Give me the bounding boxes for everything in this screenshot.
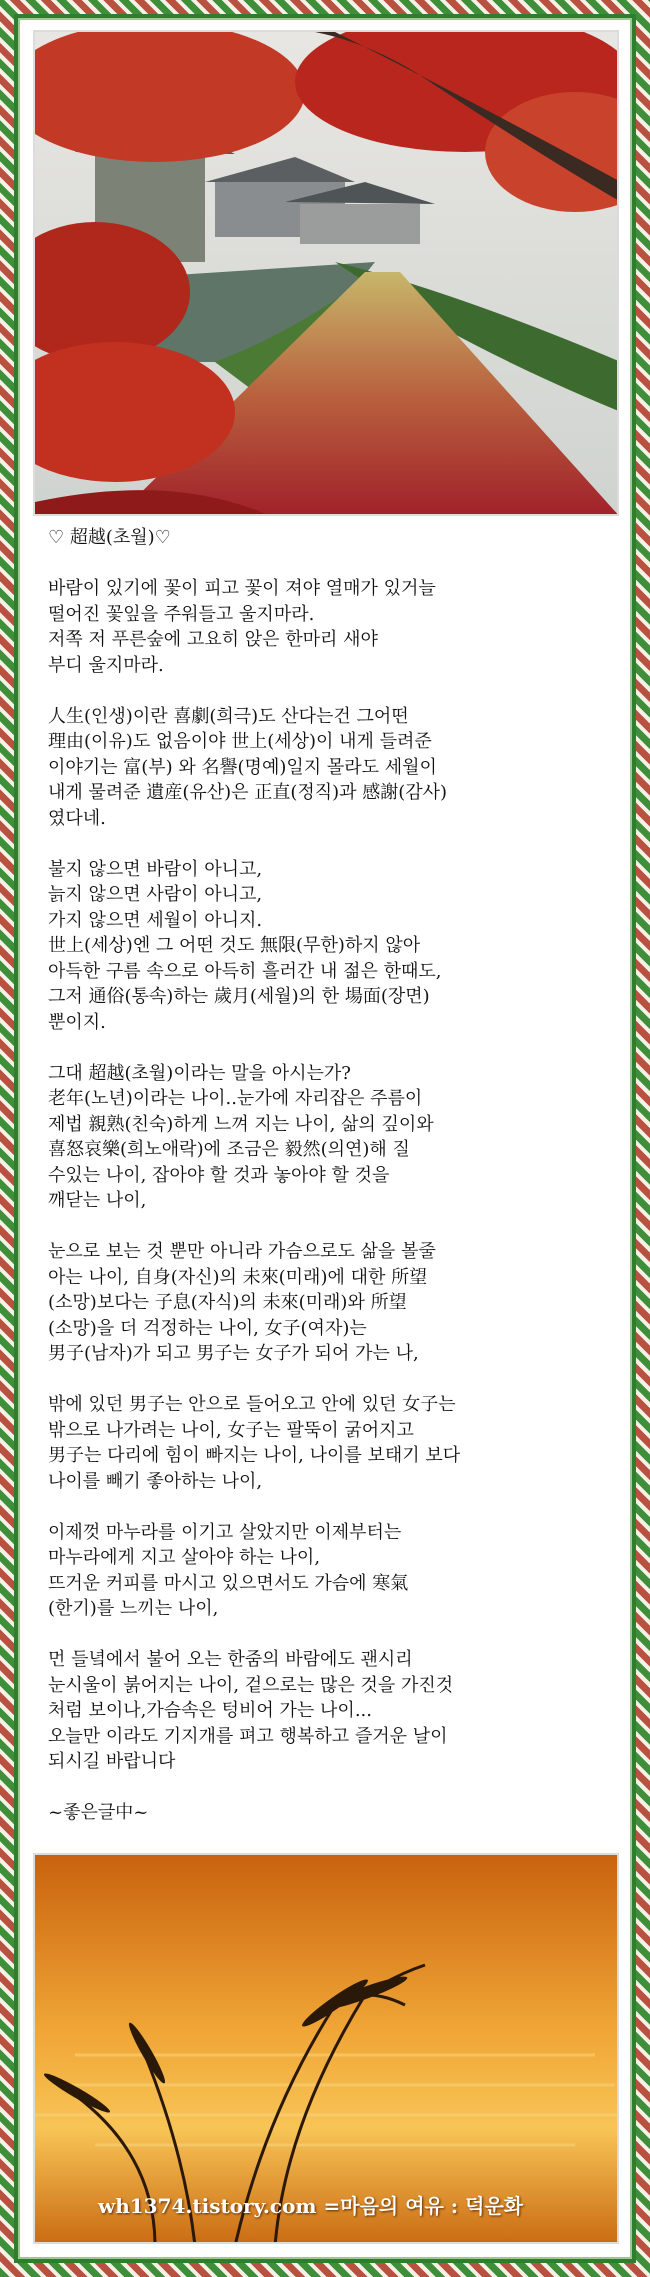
poem-line: (소망)을 더 걱정하는 나이, 女子(여자)는 <box>48 1317 367 1339</box>
poem-line: 밖에 있던 男子는 안으로 들어오고 안에 있던 女子는 <box>48 1394 456 1415</box>
poem-line: 喜怒哀樂(희노애락)에 조금은 毅然(의연)해 질 <box>48 1139 410 1160</box>
poem-line: 처럼 보이나,가슴속은 텅비어 가는 나이... <box>48 1700 372 1721</box>
poem-line: 먼 들녘에서 불어 오는 한줌의 바람에도 괜시리 <box>48 1649 413 1670</box>
poem-line: 수있는 나이, 잡아야 할 것과 놓아야 할 것을 <box>48 1164 390 1186</box>
poem-line: 뜨거운 커피를 마시고 있으면서도 가슴에 寒氣 <box>48 1572 409 1594</box>
poem-line: 이제껏 마누라를 이기고 살았지만 이제부터는 <box>48 1521 402 1543</box>
autumn-garden-photo <box>33 30 619 516</box>
poem-line: 이야기는 富(부) 와 名譽(명예)일지 몰라도 세월이 <box>48 756 437 778</box>
poem-line: ~좋은글中~ <box>48 1802 149 1823</box>
poem-stanza <box>48 1392 608 1494</box>
poem-line: 가지 않으면 세월이 아니지. <box>48 909 263 931</box>
poem-line: 나이를 빼기 좋아하는 나이, <box>48 1470 263 1492</box>
poem-line: 아는 나이, 自身(자신)의 未來(미래)에 대한 所望 <box>48 1266 428 1288</box>
poem-line: 世上(세상)엔 그 어떤 것도 無限(무한)하지 않아 <box>48 935 421 956</box>
poem-stanza <box>48 1239 608 1367</box>
poem-line: 마누라에게 지고 살아야 하는 나이, <box>48 1547 321 1568</box>
poem-line: 男子는 다리에 힘이 빠지는 나이, 나이를 보태기 보다 <box>48 1445 461 1466</box>
poem-line: 人生(인생)이란 喜劇(희극)도 산다는건 그어떤 <box>48 705 409 727</box>
poem-line: 理由(이유)도 없음이야 世上(세상)이 내게 들려준 <box>48 731 432 752</box>
poem-stanza <box>48 1061 608 1214</box>
poem-line: 불지 않으면 바람이 아니고, <box>48 858 263 880</box>
poem-line: (소망)보다는 子息(자식)의 未來(미래)와 所望 <box>48 1292 407 1313</box>
poem-line: 뿐이지. <box>48 1011 106 1033</box>
poem-line: 눈으로 보는 것 뿐만 아니라 가슴으로도 삶을 볼줄 <box>48 1241 436 1262</box>
poem-line: 老年(노년)이라는 나이..눈가에 자리잡은 주름이 <box>48 1088 423 1109</box>
poem-stanza <box>48 1800 608 1826</box>
poem-line: 내게 물려준 遺産(유산)은 正直(정직)과 感謝(감사) <box>48 782 448 803</box>
poem-line: 부디 울지마라. <box>48 654 164 676</box>
poem-line: 밖으로 나가려는 나이, 女子는 팔뚝이 굵어지고 <box>48 1419 414 1441</box>
poem-line: 제법 親熟(친숙)하게 느껴 지는 나이, 삶의 깊이와 <box>48 1113 434 1135</box>
poem-line: 아득한 구름 속으로 아득히 흘러간 내 젊은 한때도, <box>48 960 442 982</box>
poem-stanza <box>48 576 608 678</box>
source-caption: wh1374.tistory.com =마음의 여유 : 덕운화 <box>98 2194 524 2218</box>
poem-stanza <box>48 857 608 1036</box>
sunset-reeds-photo <box>33 1853 619 2244</box>
sunset-reeds-image <box>35 1855 619 2244</box>
poem-line: 오늘만 이라도 기지개를 펴고 행복하고 즐거운 날이 <box>48 1725 448 1747</box>
poem-line: 바람이 있기에 꽃이 피고 꽃이 져야 열매가 있거늘 <box>48 578 436 599</box>
poem-line: 男子(남자)가 되고 男子는 女子가 되어 가는 나, <box>48 1343 419 1364</box>
poem-line: 그저 通俗(통속)하는 歲月(세월)의 한 場面(장면) <box>48 986 430 1007</box>
poem-title: ♡ 超越(초월)♡ <box>48 527 171 548</box>
poem-stanza <box>48 704 608 832</box>
poem-stanza <box>48 1520 608 1622</box>
poem-line: 저쪽 저 푸른숲에 고요히 앉은 한마리 새야 <box>48 629 378 650</box>
autumn-garden-image <box>35 32 619 516</box>
poem-body <box>48 525 608 1851</box>
poem-line: 떨어진 꽃잎을 주워들고 울지마라. <box>48 603 315 625</box>
poem-line: 눈시울이 붉어지는 나이, 겉으로는 많은 것을 가진것 <box>48 1674 454 1696</box>
poem-line: 였다네. <box>48 807 106 829</box>
poem-line: 깨닫는 나이, <box>48 1190 147 1211</box>
poem-stanza <box>48 1647 608 1775</box>
poem-line: (한기)를 느끼는 나이, <box>48 1598 219 1619</box>
poem-line: 되시길 바랍니다 <box>48 1751 176 1772</box>
poem-line: 그대 超越(초월)이라는 말을 아시는가? <box>48 1062 351 1084</box>
poem-line: 늙지 않으면 사람이 아니고, <box>48 884 263 905</box>
